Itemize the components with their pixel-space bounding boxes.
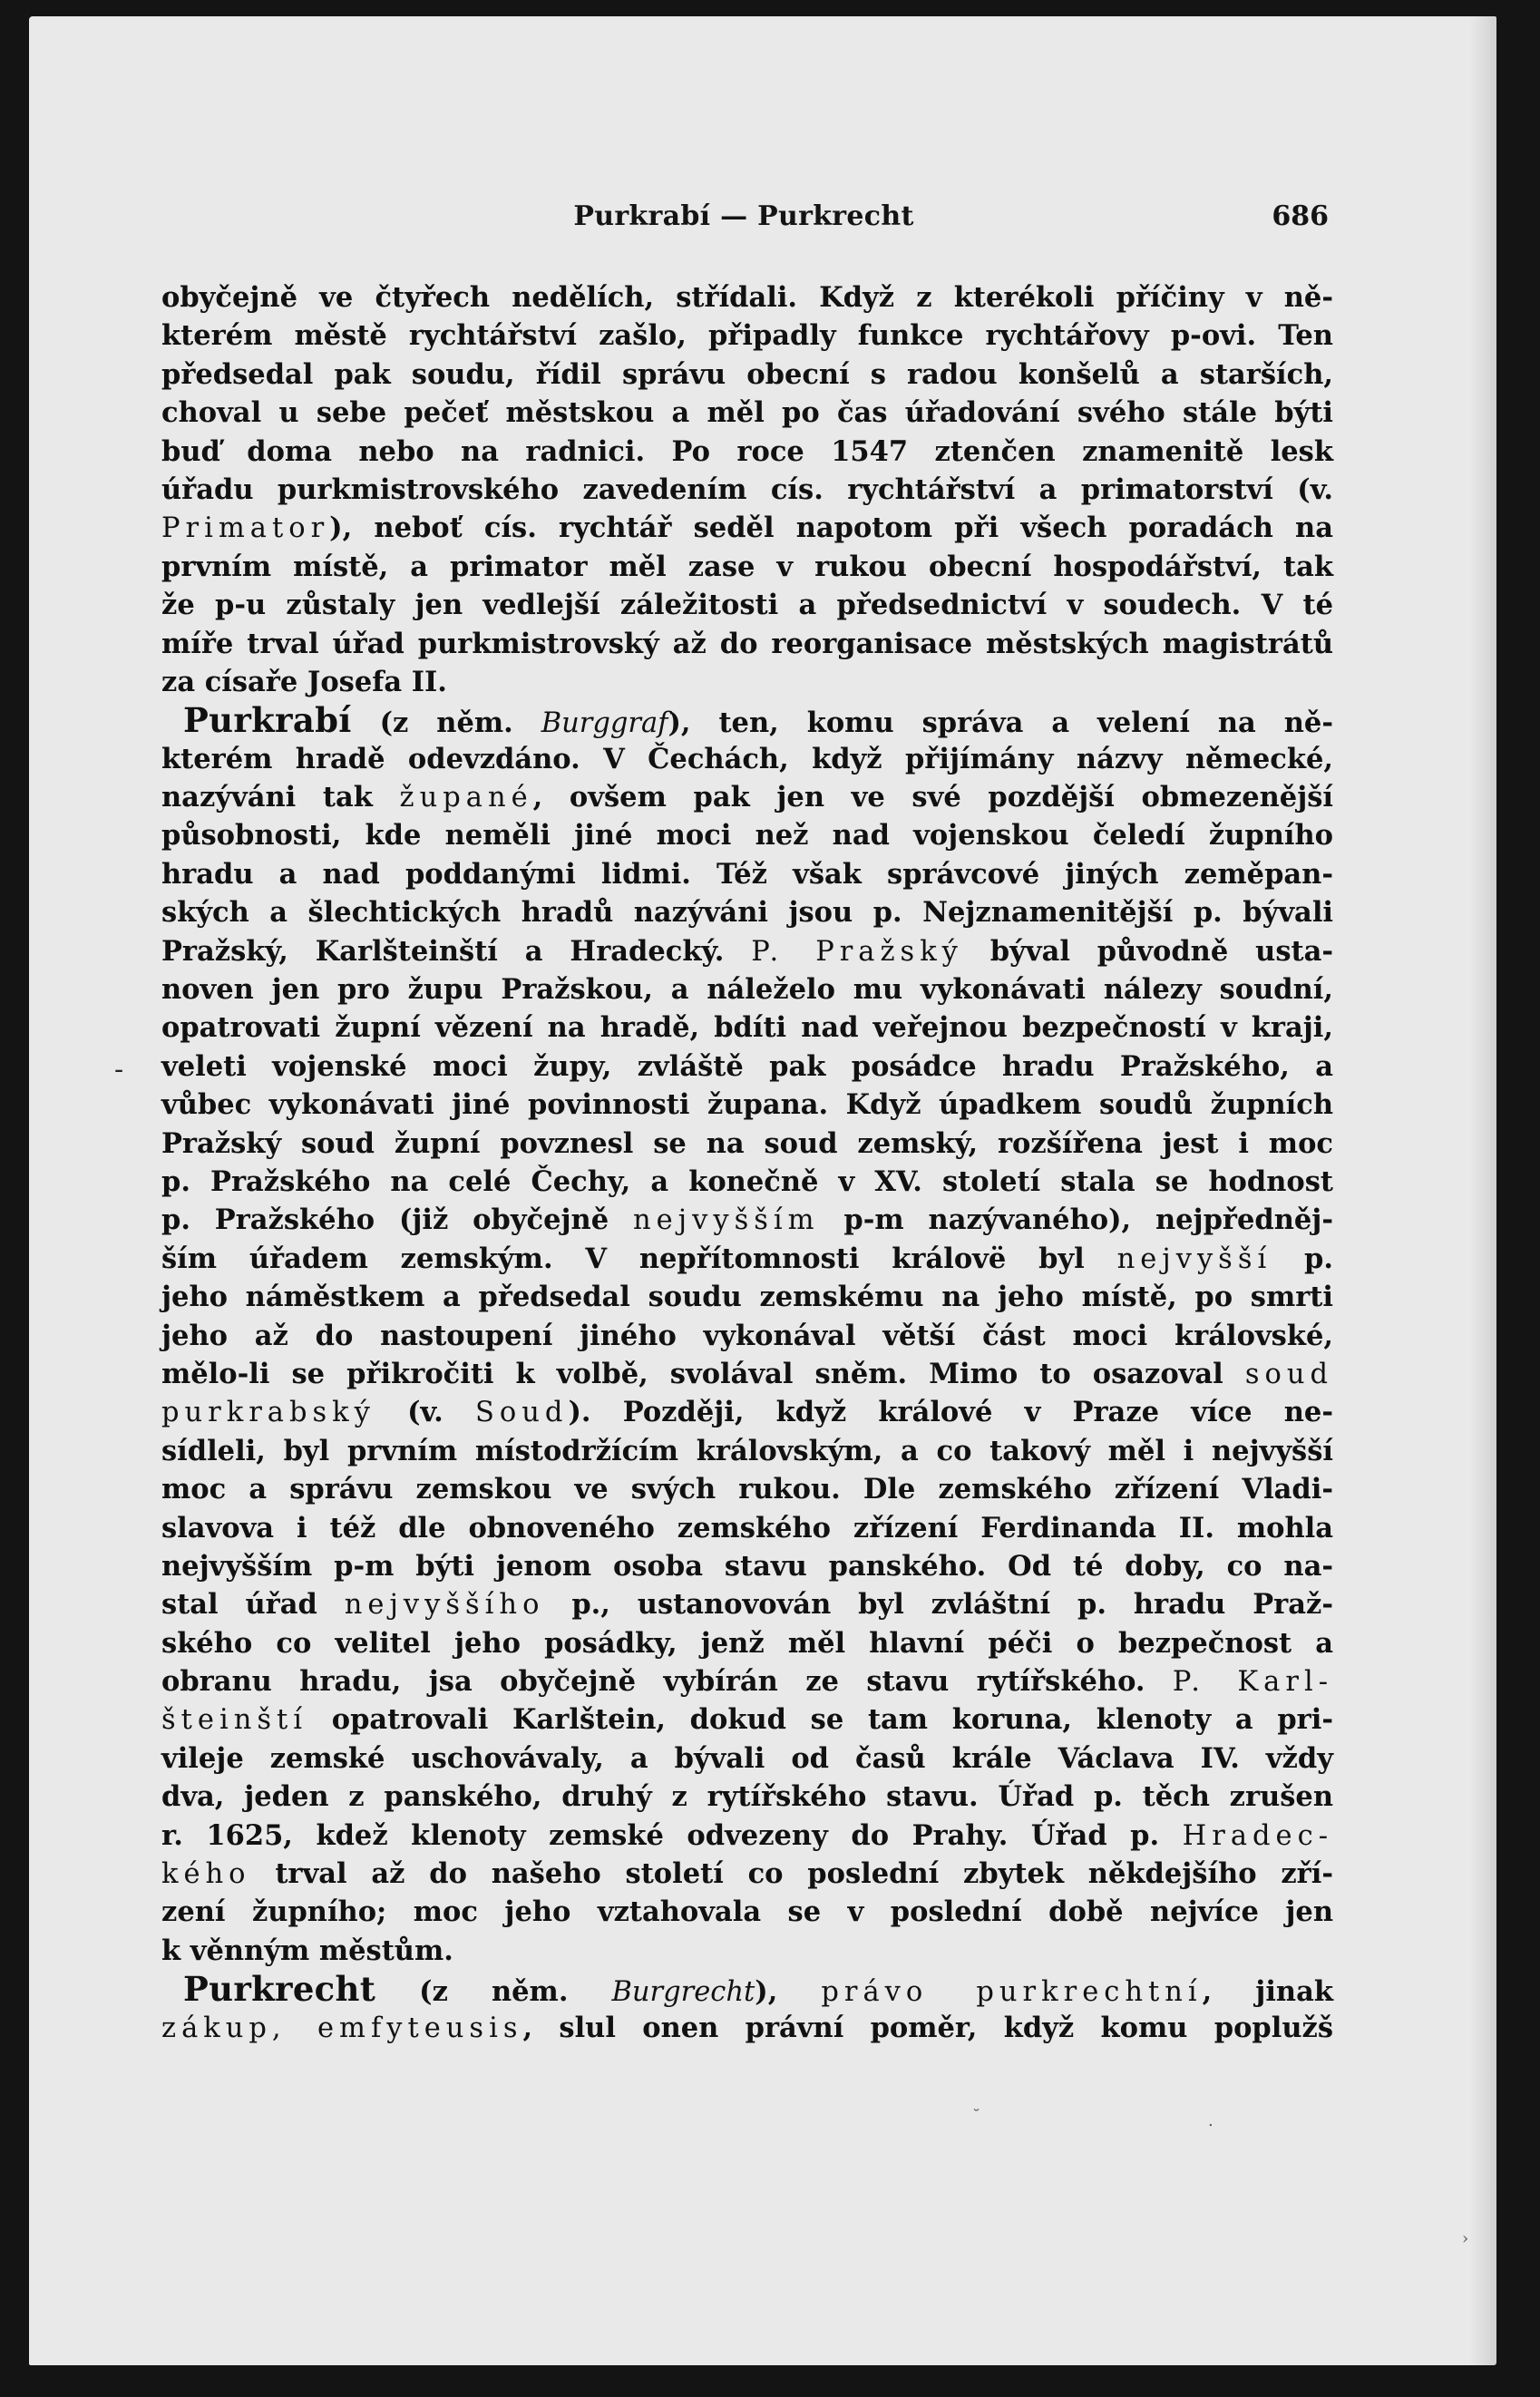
scan-speck: . <box>1208 2111 1213 2130</box>
page-number: 686 <box>1272 200 1329 232</box>
text-run: nejvyšším p-m býti jenom osoba stavu panského. Od té doby, co na- <box>161 1549 1333 1583</box>
text-run: ských a šlechtických hradů nazýváni jsou p. Nejznamenitější p. bývali <box>161 896 1333 930</box>
text-line <box>161 663 1333 701</box>
text-run: Burggraf <box>541 707 668 740</box>
text-line <box>161 356 1333 394</box>
running-header <box>159 200 1329 246</box>
text-run: p. Pražského na celé Čechy, a konečně v XV. století stala se hodnost <box>161 1164 1333 1198</box>
text-line <box>161 816 1333 854</box>
dictionary-text <box>161 278 1333 2047</box>
text-run: zení župního; moc jeho vztahovala se v poslední době nejvíce jen <box>161 1895 1333 1929</box>
text-line <box>161 778 1333 816</box>
text-line <box>161 1855 1333 1893</box>
margin-mark: - <box>114 1054 124 1086</box>
text-line <box>161 1432 1333 1470</box>
text-line <box>161 740 1333 778</box>
text-line <box>161 1547 1333 1585</box>
text-line <box>161 509 1333 547</box>
text-run: Hradec- <box>1182 1819 1333 1852</box>
text-run: hradu a nad poddanými lidmi. Též však správcové jiných zeměpan- <box>161 857 1333 891</box>
text-run: právo purkrechtní <box>821 1976 1203 2009</box>
text-run: župané <box>399 782 533 814</box>
text-run: ), <box>755 1975 822 2009</box>
text-run: , slul onen právní poměr, když komu poplužš <box>522 2011 1333 2044</box>
text-line <box>161 1008 1333 1047</box>
text-run: kterém hradě odevzdáno. V Čechách, když přijímány názvy německé, <box>161 742 1333 775</box>
text-line <box>161 1932 1333 1970</box>
text-run: Pražský, Karlšteinští a Hradecký. <box>161 934 752 968</box>
text-run: trval až do našeho století co poslední zbytek někdejšího zří- <box>250 1857 1333 1891</box>
text-run: Pražský soud župní povznesl se na soud zemský, rozšířena jest i moc <box>161 1126 1333 1160</box>
text-line <box>161 701 1333 739</box>
text-run: p. <box>1272 1242 1333 1275</box>
text-run: nejvyšším <box>632 1204 820 1237</box>
text-line <box>161 1240 1333 1278</box>
text-line <box>161 394 1333 432</box>
entry-headword: Purkrecht <box>183 1969 376 2010</box>
text-line <box>161 1393 1333 1431</box>
scan-speck: › <box>1462 2229 1469 2248</box>
text-run: prvním místě, a primator měl zase v rukou obecní hospodářství, tak <box>161 550 1333 583</box>
text-run: jeho až do nastoupení jiného vykonával větší část moci královské, <box>161 1319 1333 1352</box>
text-line <box>161 278 1333 317</box>
text-run: opatrovati župní vězení na hradě, bdíti nad veřejnou bezpečností v kraji, <box>161 1011 1333 1045</box>
text-line <box>161 548 1333 586</box>
text-run: působnosti, kde neměli jiné moci než nad vojenskou čeledí župního <box>161 819 1333 853</box>
text-line <box>161 1201 1333 1239</box>
text-run: zákup, emfyteusis <box>161 2012 523 2044</box>
text-run: ), neboť cís. rychtář seděl napotom při všech poradách na <box>329 512 1333 545</box>
text-run: nazýváni tak <box>161 781 400 814</box>
text-run: , jinak <box>1202 1975 1333 2009</box>
text-run: opatrovali Karlštein, dokud se tam koruna, klenoty a pri- <box>307 1703 1333 1737</box>
text-run: veleti vojenské moci župy, zvláště pak posádce hradu Pražského, a <box>161 1049 1333 1083</box>
text-run: p., ustanovován byl zvláštní p. hradu Praž- <box>544 1588 1333 1622</box>
text-run: (v. <box>375 1396 476 1429</box>
text-run: ), ten, komu správa a velení na ně- <box>668 706 1333 740</box>
text-line <box>161 2009 1333 2047</box>
text-line <box>161 433 1333 471</box>
text-run: ského co velitel jeho posádky, jenž měl hlavní péči o bezpečnost a <box>161 1626 1333 1660</box>
text-line <box>161 855 1333 893</box>
text-line <box>161 1125 1333 1163</box>
text-run: moc a správu zemskou ve svých rukou. Dle zemského zřízení Vladi- <box>161 1473 1333 1506</box>
text-run: za císaře Josefa II. <box>161 665 447 698</box>
text-line <box>161 1047 1333 1086</box>
text-run: p. Pražského (již obyčejně <box>161 1203 633 1237</box>
text-run: že p-u zůstaly jen vedlejší záležitosti a předsednictví v soudech. V té <box>161 589 1333 622</box>
text-run: kterém městě rychtářství zašlo, připadly funkce rychtářovy p-ovi. Ten <box>161 319 1333 353</box>
text-run: soud <box>1244 1358 1333 1390</box>
text-run: ). Později, když králové v Praze více ne- <box>568 1396 1333 1429</box>
text-run: k věnným městům. <box>161 1934 453 1967</box>
text-line <box>161 1739 1333 1778</box>
text-line <box>161 1662 1333 1700</box>
text-run: r. 1625, kdež klenoty zemské odvezeny do Prahy. Úřad p. <box>161 1818 1183 1852</box>
text-line <box>161 1778 1333 1816</box>
text-run: , ovšem pak jen ve své pozdější obmezenější <box>532 781 1333 814</box>
text-run: obyčejně ve čtyřech nedělích, střídali. Když z kterékoli příčiny v ně- <box>161 281 1333 314</box>
text-line <box>161 1470 1333 1508</box>
text-run: (z něm. <box>351 706 541 740</box>
text-line <box>161 1509 1333 1547</box>
text-run: (z něm. <box>375 1975 612 2009</box>
text-line <box>161 317 1333 355</box>
text-line <box>161 1700 1333 1739</box>
text-line <box>161 1163 1333 1201</box>
text-line <box>161 970 1333 1008</box>
text-line <box>161 1278 1333 1316</box>
text-run: dva, jeden z panského, druhý z rytířského stavu. Úřad p. těch zrušen <box>161 1780 1333 1814</box>
page-edge-shadow <box>1469 16 1496 2365</box>
text-line <box>161 1086 1333 1124</box>
text-run: P. Pražský <box>751 935 963 968</box>
text-run: p-m nazývaného), nejpředněj- <box>819 1203 1333 1237</box>
text-run: P. Karl- <box>1172 1666 1334 1699</box>
text-run: buď doma nebo na radnici. Po roce 1547 ztenčen znamenitě lesk <box>161 434 1333 468</box>
text-run: Soud <box>475 1397 569 1429</box>
text-run: jeho náměstkem a předsedal soudu zemskému na jeho místě, po smrti <box>161 1281 1333 1314</box>
text-run: vileje zemské uschovávaly, a bývali od časů krále Václava IV. vždy <box>161 1741 1333 1775</box>
entry-headword: Purkrabí <box>183 700 352 741</box>
text-line <box>161 586 1333 624</box>
text-run: nejvyšší <box>1116 1242 1272 1275</box>
text-run: Primator <box>161 512 330 545</box>
text-run: noven jen pro župu Pražskou, a náleželo mu vykonávati nálezy soudní, <box>161 973 1333 1007</box>
text-run: Burgrecht <box>611 1976 755 2009</box>
text-run: purkrabský <box>161 1397 375 1429</box>
text-run: ším úřadem zemským. V nepřítomnosti královë byl <box>161 1242 1117 1275</box>
text-run: míře trval úřad purkmistrovský až do reorganisace městských magistrátů <box>161 627 1333 660</box>
text-run: obranu hradu, jsa obyčejně vybírán ze stavu rytířského. <box>161 1665 1173 1699</box>
text-run: slavova i též dle obnoveného zemského zřízení Ferdinanda II. mohla <box>161 1511 1333 1544</box>
text-line <box>161 1585 1333 1623</box>
text-line <box>161 1355 1333 1393</box>
text-line <box>161 1624 1333 1662</box>
header-title: Purkrabí — Purkrecht <box>573 200 914 232</box>
paragraph <box>161 701 1333 1970</box>
text-run: vůbec vykonávati jiné povinnosti župana. Když úpadkem soudů župních <box>161 1088 1333 1122</box>
text-line <box>161 1317 1333 1355</box>
text-run: mělo-li se přikročiti k volbě, svolával sněm. Mimo to osazoval <box>161 1357 1245 1390</box>
text-run: kého <box>161 1858 251 1891</box>
scan-speck: ˘ <box>972 2107 980 2126</box>
text-run: býval původně usta- <box>962 934 1333 968</box>
text-run: šteinští <box>161 1704 308 1737</box>
text-run: předsedal pak soudu, řídil správu obecní s radou konšelů a starších, <box>161 357 1333 391</box>
text-run: nejvyššího <box>344 1589 545 1622</box>
text-line <box>161 1893 1333 1931</box>
text-line <box>161 471 1333 509</box>
text-run: úřadu purkmistrovského zavedením cís. rychtářství a primatorství (v. <box>161 473 1333 506</box>
text-line <box>161 932 1333 970</box>
paragraph <box>161 1970 1333 2047</box>
text-line <box>161 1970 1333 2008</box>
text-line <box>161 893 1333 931</box>
text-line <box>161 625 1333 663</box>
text-run: sídleli, byl prvním místodržícím královským, a co takový měl i nejvyšší <box>161 1434 1333 1467</box>
text-line <box>161 1817 1333 1855</box>
scanned-page <box>29 16 1496 2365</box>
text-run: choval u sebe pečeť městskou a měl po čas úřadování svého stále býti <box>161 396 1333 430</box>
paragraph <box>161 278 1333 701</box>
text-run: stal úřad <box>161 1588 345 1622</box>
